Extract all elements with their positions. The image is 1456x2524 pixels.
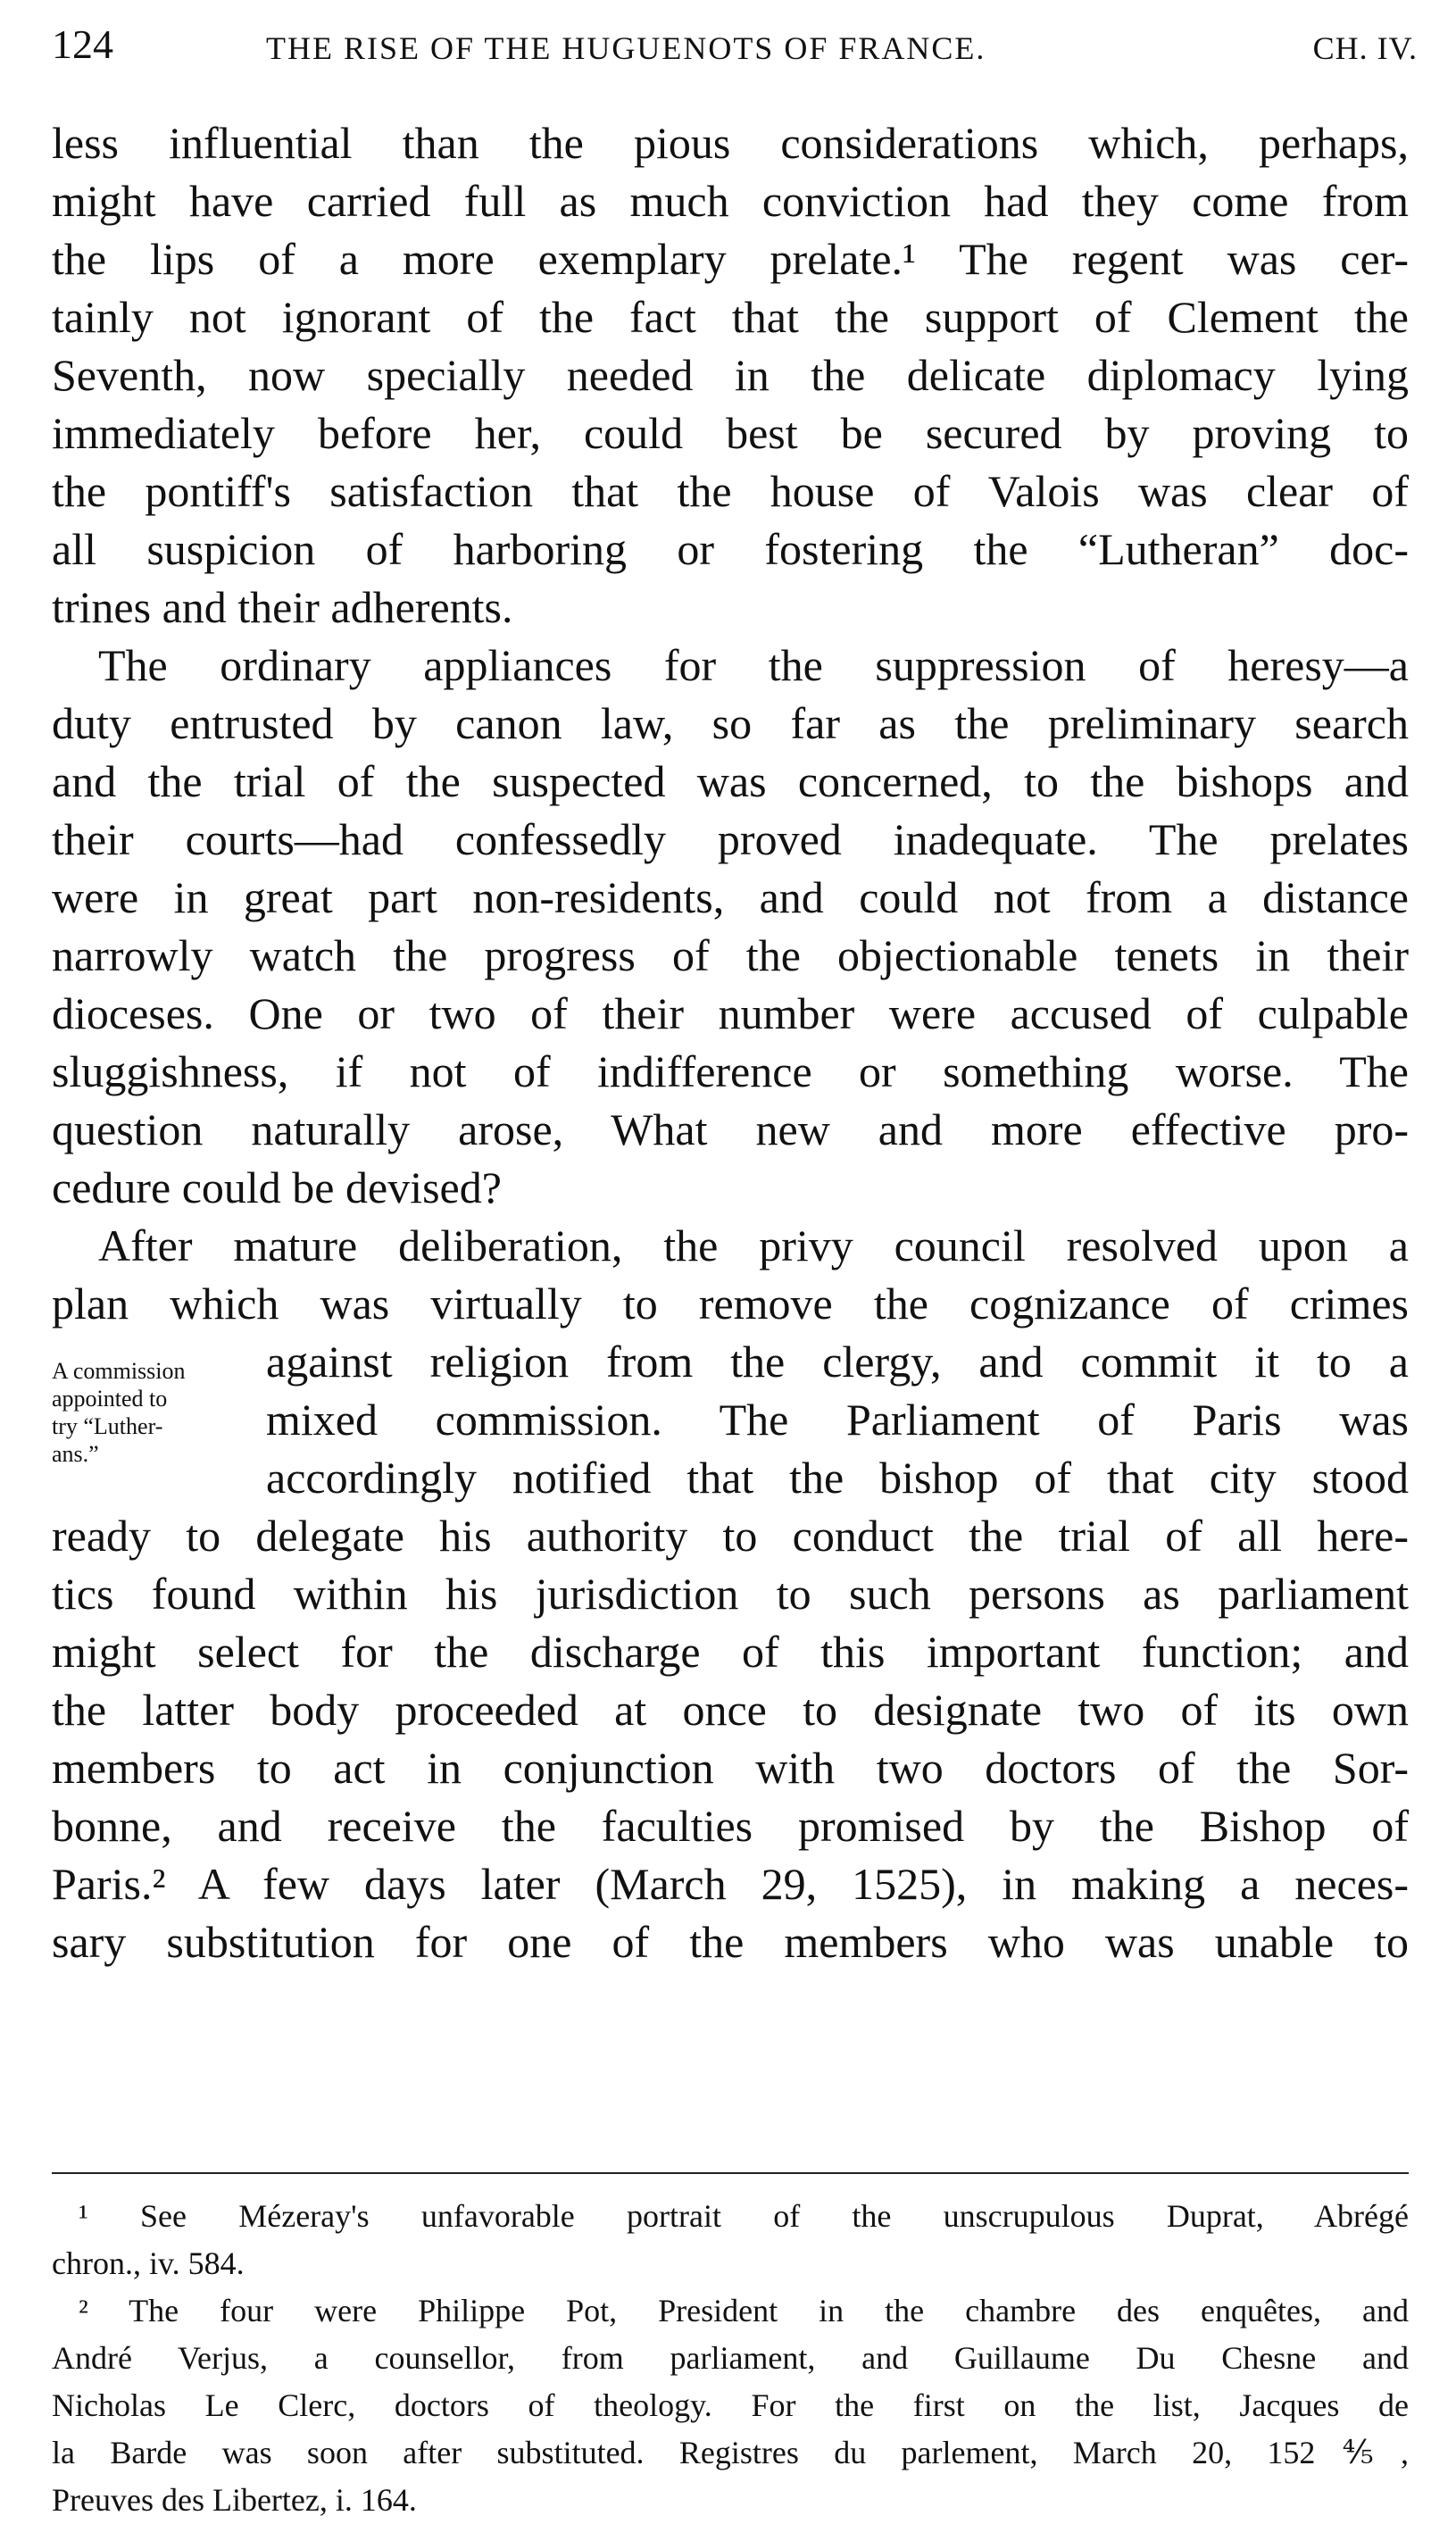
chapter-reference: CH. IV.: [1312, 30, 1418, 66]
body-line: After mature deliberation, the privy council resolved upon a: [98, 1220, 1409, 1270]
body-line: might have carried full as much conviction had they come from: [52, 176, 1409, 226]
running-title: THE RISE OF THE HUGUENOTS OF FRANCE.: [266, 30, 986, 66]
body-line: ready to delegate his authority to conduct the trial of all here-: [52, 1511, 1409, 1561]
page-header: [52, 18, 1418, 71]
body-line: Seventh, now specially needed in the delicate diplomacy lying: [52, 350, 1409, 400]
footnote-line: chron., iv. 584.: [52, 2245, 245, 2281]
footnote-line: la Barde was soon after substituted. Registres du parlement, March 20, 152⅘,: [52, 2435, 1409, 2470]
margin-note-line: A commission: [52, 1358, 186, 1384]
body-line: narrowly watch the progress of the objectionable tenets in their: [52, 930, 1409, 980]
body-line: immediately before her, could best be secured by proving to: [52, 408, 1409, 458]
body-line: accordingly notified that the bishop of that city stood: [266, 1453, 1409, 1503]
body-line: and the trial of the suspected was concerned, to the bishops and: [52, 756, 1409, 806]
footnote-line: Nicholas Le Clerc, doctors of theology. For the first on the list, Jacques de: [52, 2387, 1409, 2423]
body-line: The ordinary appliances for the suppression of heresy—a: [98, 640, 1409, 690]
body-line: duty entrusted by canon law, so far as the preliminary search: [52, 698, 1409, 748]
footnote-line: André Verjus, a counsellor, from parliament, and Guillaume Du Chesne and: [52, 2340, 1409, 2376]
body-line: mixed commission. The Parliament of Paris was: [266, 1395, 1409, 1445]
margin-note: [52, 1357, 257, 1468]
body-line: cedure could be devised?: [52, 1162, 502, 1212]
body-line: members to act in conjunction with two doctors of the Sor-: [52, 1743, 1409, 1793]
body-text: [52, 114, 1409, 1971]
margin-note-line: try “Luther-: [52, 1413, 163, 1439]
body-line: dioceses. One or two of their number were accused of culpable: [52, 988, 1409, 1038]
body-line: tics found within his jurisdiction to such persons as parliament: [52, 1569, 1409, 1619]
body-line: question naturally arose, What new and more effective pro-: [52, 1104, 1409, 1154]
body-line: sluggishness, if not of indifference or something worse. The: [52, 1046, 1409, 1096]
body-line: their courts—had confessedly proved inadequate. The prelates: [52, 814, 1409, 864]
body-line: the latter body proceeded at once to designate two of its own: [52, 1685, 1409, 1735]
body-line: trines and their adherents.: [52, 582, 513, 632]
body-line: sary substitution for one of the members who was unable to: [52, 1917, 1409, 1967]
body-line: all suspicion of harboring or fostering the “Lutheran” doc-: [52, 524, 1409, 574]
margin-note-line: appointed to: [52, 1386, 168, 1412]
footnote-line: Preuves des Libertez, i. 164.: [52, 2482, 417, 2518]
body-line: tainly not ignorant of the fact that the support of Clement the: [52, 292, 1409, 342]
margin-note-line: ans.”: [52, 1441, 99, 1467]
body-line: the lips of a more exemplary prelate.¹ The regent was cer-: [52, 234, 1409, 284]
body-line: against religion from the clergy, and commit it to a: [266, 1337, 1409, 1387]
body-line: the pontiff's satisfaction that the house of Valois was clear of: [52, 466, 1409, 516]
body-line: were in great part non-residents, and could not from a distance: [52, 872, 1409, 922]
page-number: 124: [52, 21, 113, 67]
body-line: less influential than the pious considerations which, perhaps,: [52, 118, 1409, 168]
footnote-line: ² The four were Philippe Pot, President in the chambre des enquêtes, and: [79, 2293, 1409, 2328]
body-line: Paris.² A few days later (March 29, 1525), in making a neces-: [52, 1859, 1409, 1909]
footnote-divider: [52, 2172, 1409, 2174]
body-line: plan which was virtually to remove the cognizance of crimes: [52, 1279, 1409, 1329]
footnote-line: ¹ See Mézeray's unfavorable portrait of the unscrupulous Duprat, Abrégé: [79, 2198, 1409, 2234]
body-line: bonne, and receive the faculties promised by the Bishop of: [52, 1801, 1409, 1851]
footnotes: [52, 2193, 1409, 2524]
body-line: might select for the discharge of this important function; and: [52, 1627, 1409, 1677]
